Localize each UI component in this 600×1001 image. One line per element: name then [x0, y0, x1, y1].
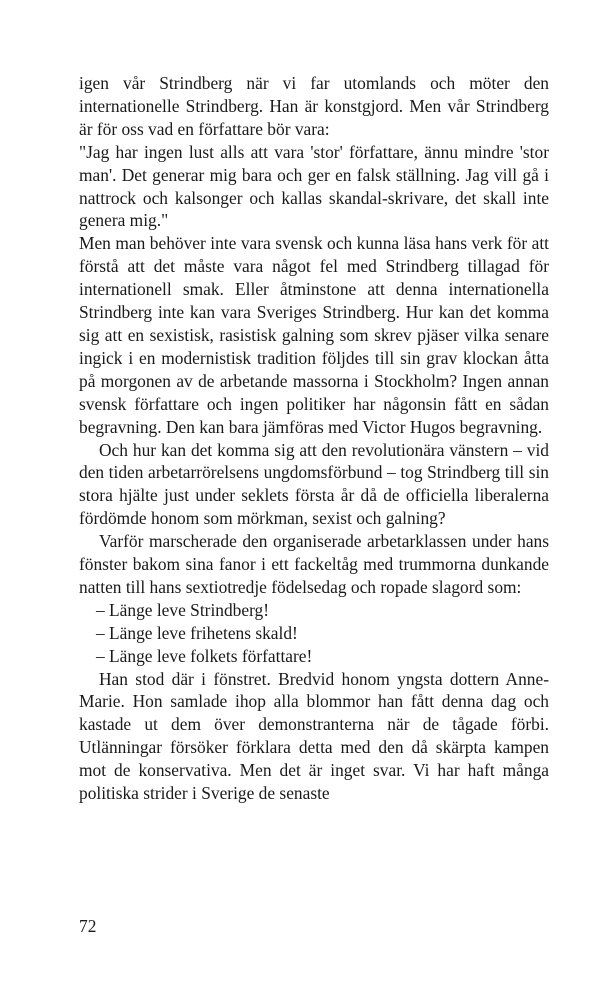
paragraph-window: Han stod där i fönstret. Bredvid honom yngsta dottern Anne-Marie. Hon samlade ihop alla blommor han fått denna dag och kastade ut dem över demonstranterna när de tågade förbi. Utlänningar försöker förklara detta med den då skärpta kampen mot de konservativa. Men det är inget svar. Vi har haft många politiska strider i Sverige de senaste [79, 668, 549, 804]
page-number: 72 [79, 916, 97, 936]
paragraph-revolutionary-left: Och hur kan det komma sig att den revolutionära vänstern – vid den tiden arbetarrörelsens ungdomsförbund – tog Strindberg till sin stora hjälte just under seklets första år då de officiella liberalerna fördömde honom som mörkman, sexist och galning? [79, 439, 549, 529]
page-body [79, 72, 549, 805]
slogan-line: – Länge leve frihetens skald! [96, 622, 298, 643]
slogan-line: – Länge leve Strindberg! [96, 599, 270, 620]
paragraph-international-strindberg: Men man behöver inte vara svensk och kunna läsa hans verk för att förstå att det måste vara något fel med Strindberg tillagad för internationell smak. Eller åtminstone att denna internationella Strindberg inte kan vara Sveriges Strindberg. Hur kan det komma sig att en sexistisk, rasistisk galning som skrev pjäser vilka senare ingick i en modernistisk tradition följdes till sin grav klockan åtta på morgonen av de arbetande massorna i Stockholm? Ingen annan svensk författare och ingen politiker har någonsin fått en sådan begravning. Den kan bara jämföras med Victor Hugos begravning. [79, 233, 549, 437]
opening-paragraph: igen vår Strindberg när vi far utomlands och möter den internationelle Strindberg. Han är konstgjord. Men vår Strindberg är för oss vad en författare bör vara: [79, 73, 549, 139]
strindberg-quote: "Jag har ingen lust alls att vara 'stor' författare, ännu mindre 'stor man'. Det generar mig bara och ger en falsk ställning. Jag vill gå i nattrock och kalsonger och kallas skandal-skrivare, det skall inte genera mig." [79, 141, 549, 231]
slogan-line: – Länge leve folkets författare! [96, 645, 313, 666]
paragraph-march: Varför marscherade den organiserade arbetarklassen under hans fönster bakom sina fanor i ett fackeltåg med trummorna dunkande natten till hans sextiotredje födelsedag och ropade slagord som: [79, 531, 549, 597]
